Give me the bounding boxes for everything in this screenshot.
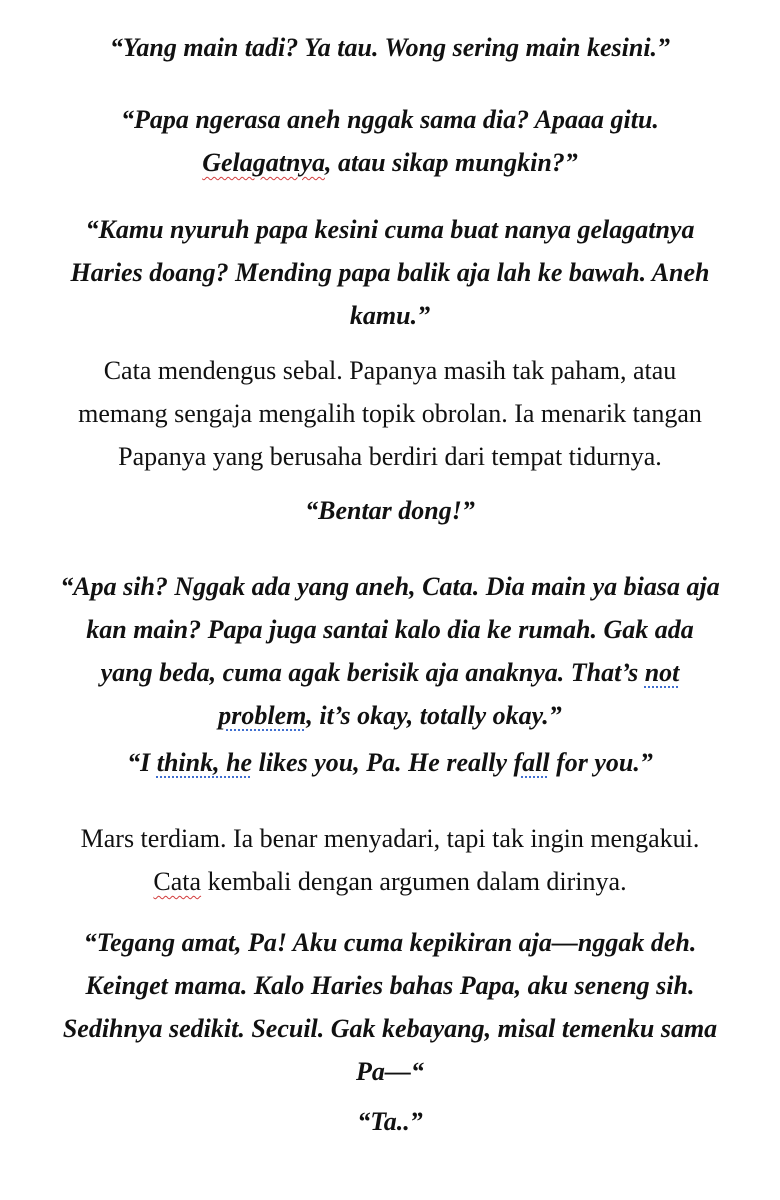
text-run: “Ta..”	[357, 1107, 423, 1136]
text-line	[40, 651, 740, 694]
text-run: “Apa sih? Nggak ada yang aneh, Cata. Dia main ya biasa aja	[60, 572, 720, 601]
narration-paragraph	[40, 349, 740, 478]
text-line	[40, 921, 740, 964]
text-line	[40, 98, 740, 141]
text-line	[40, 349, 740, 392]
text-run: kamu.”	[349, 301, 431, 330]
grammar-flagged-word: problem	[218, 701, 307, 730]
grammar-flagged-word: fall	[513, 748, 550, 777]
text-run: Cata mendengus sebal. Papanya masih tak paham, atau	[103, 356, 677, 385]
spellcheck-flagged-word: Gelagatnya	[202, 148, 325, 177]
dialog-paragraph	[40, 208, 740, 337]
text-run: kan main? Papa juga santai kalo dia ke rumah. Gak ada	[86, 615, 694, 644]
text-run: “Bentar dong!”	[305, 496, 475, 525]
text-run: Keinget mama. Kalo Haries bahas Papa, aku seneng sih.	[85, 971, 695, 1000]
dialog-paragraph	[40, 741, 740, 784]
dialog-paragraph	[40, 489, 740, 532]
text-line	[40, 817, 740, 860]
text-line	[40, 208, 740, 251]
dialog-paragraph	[40, 26, 740, 69]
dialog-paragraph	[40, 565, 740, 737]
text-line	[40, 251, 740, 294]
text-run: for you.”	[549, 748, 653, 777]
text-run: Sedihnya sedikit. Secuil. Gak kebayang, misal temenku sama	[62, 1014, 718, 1043]
text-line	[40, 565, 740, 608]
text-run: Pa—“	[356, 1057, 424, 1086]
grammar-flagged-word: not	[644, 658, 680, 687]
narration-paragraph	[40, 817, 740, 903]
text-line	[40, 608, 740, 651]
text-line	[40, 964, 740, 1007]
grammar-flagged-word: think, he	[156, 748, 253, 777]
text-run: kembali dengan argumen dalam dirinya.	[201, 867, 627, 896]
text-run: Papanya yang berusaha berdiri dari tempat tidurnya.	[118, 442, 662, 471]
text-run: Mars terdiam. Ia benar menyadari, tapi tak ingin mengakui.	[80, 824, 700, 853]
text-line	[40, 294, 740, 337]
text-run: “Kamu nyuruh papa kesini cuma buat nanya gelagatnya	[85, 215, 695, 244]
text-line	[40, 741, 740, 784]
text-run: “Papa ngerasa aneh nggak sama dia? Apaaa gitu.	[121, 105, 659, 134]
text-run: yang beda, cuma agak berisik aja anaknya. That’s	[100, 658, 645, 687]
text-run: “Tegang amat, Pa! Aku cuma kepikiran aja—nggak deh.	[83, 928, 697, 957]
text-line	[40, 694, 740, 737]
text-line	[40, 141, 740, 184]
text-run: “I	[127, 748, 157, 777]
spellcheck-flagged-word: Cata	[153, 867, 202, 896]
text-line	[40, 1050, 740, 1093]
text-run: “Yang main tadi? Ya tau. Wong sering main kesini.”	[109, 33, 671, 62]
text-run: , atau sikap mungkin?”	[324, 148, 578, 177]
text-line	[40, 860, 740, 903]
text-run: Haries doang? Mending papa balik aja lah ke bawah. Aneh	[70, 258, 710, 287]
text-line	[40, 489, 740, 532]
text-line	[40, 1007, 740, 1050]
text-line	[40, 435, 740, 478]
text-run: , it’s okay, totally okay.”	[306, 701, 562, 730]
text-run: likes you, Pa. He really	[252, 748, 514, 777]
dialog-paragraph	[40, 98, 740, 184]
text-line	[40, 392, 740, 435]
text-line	[40, 26, 740, 69]
text-run: memang sengaja mengalih topik obrolan. Ia menarik tangan	[78, 399, 702, 428]
text-line	[40, 1100, 740, 1143]
dialog-paragraph	[40, 921, 740, 1093]
dialog-paragraph	[40, 1100, 740, 1143]
